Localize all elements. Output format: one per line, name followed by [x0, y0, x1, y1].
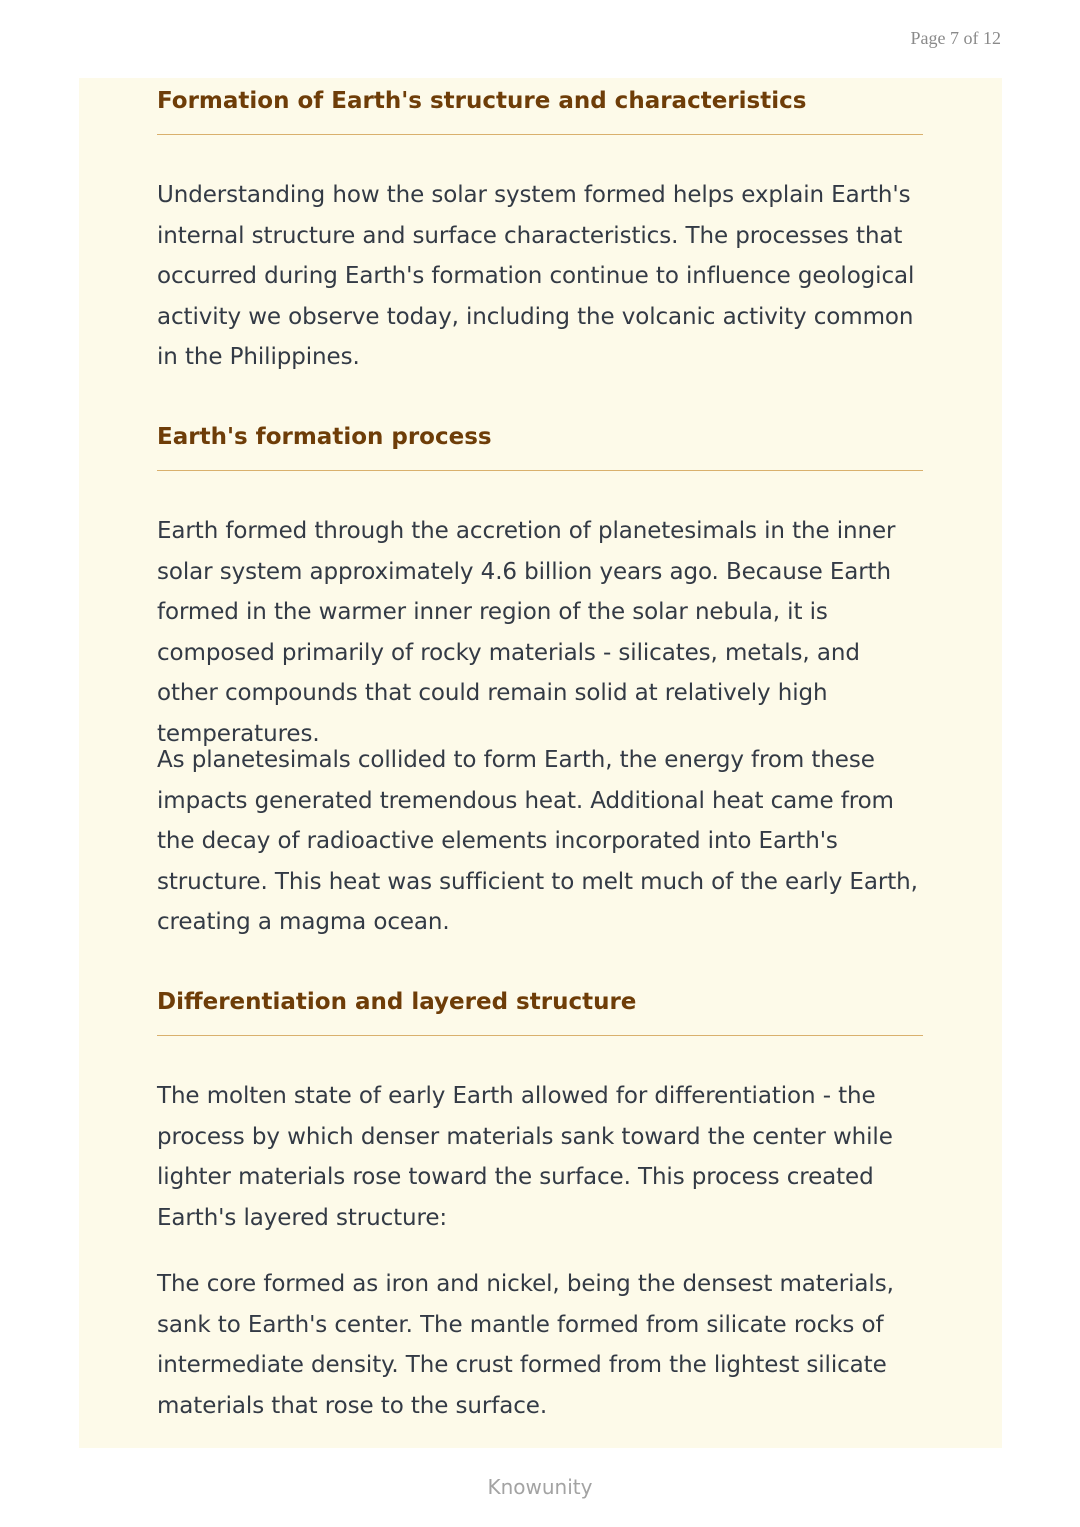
footer-brand: Knowunity	[487, 1475, 593, 1499]
section-divider	[157, 470, 923, 471]
section-heading: Earth's formation process	[157, 424, 492, 450]
section-heading: Formation of Earth's structure and characteristics	[157, 88, 807, 114]
section-divider	[157, 1035, 923, 1036]
paragraph: Understanding how the solar system formed helps explain Earth's internal structure and surface characteristics. The processes that occurred during Earth's formation continue to influence geological activity we observe today, including the volcanic activity common in the Philippines.	[157, 182, 915, 371]
paragraph: As planetesimals collided to form Earth, the energy from these impacts generated tremendous heat. Additional heat came from the decay of radioactive elements incorporated into Earth's structure. This heat was sufficient to melt much of the early Earth, creating a magma ocean.	[157, 747, 918, 936]
section-heading: Differentiation and layered structure	[157, 989, 637, 1015]
content-panel	[79, 78, 1002, 1448]
paragraph: The molten state of early Earth allowed for differentiation - the process by which denser materials sank toward the center while lighter materials rose toward the surface. This process created Earth's layered structure:	[157, 1083, 893, 1231]
paragraph: The core formed as iron and nickel, being the densest materials, sank to Earth's center. The mantle formed from silicate rocks of intermediate density. The crust formed from the lightest silicate materials that rose to the surface.	[157, 1271, 894, 1419]
section-divider	[157, 134, 923, 135]
paragraph: Earth formed through the accretion of planetesimals in the inner solar system approximately 4.6 billion years ago. Because Earth formed in the warmer inner region of the solar nebula, it is composed primarily of rocky materials - silicates, metals, and other compounds that could remain solid at relatively high temperatures.	[157, 518, 896, 747]
page-indicator: Page 7 of 12	[910, 28, 1001, 48]
